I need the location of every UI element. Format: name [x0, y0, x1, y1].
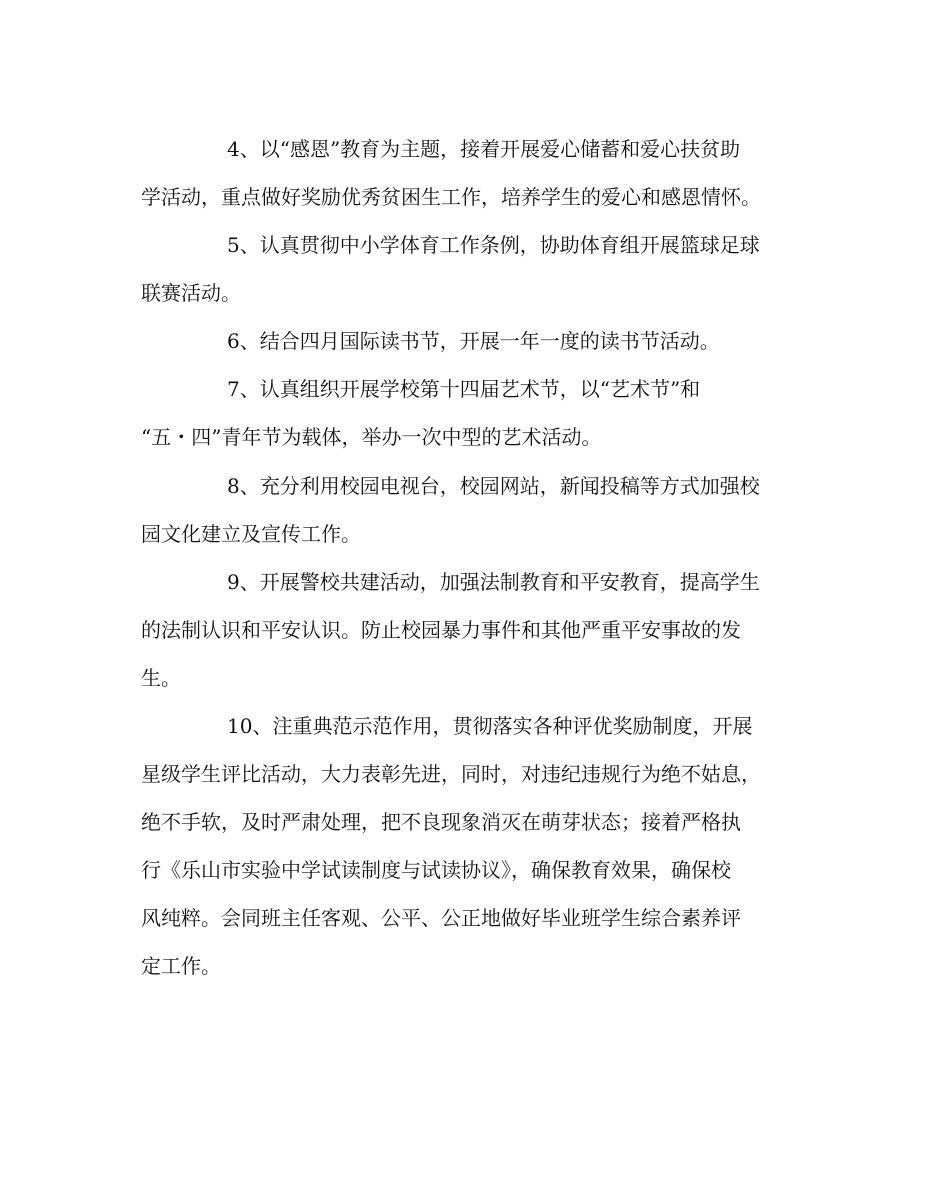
paragraph-6-line-1: 6、结合四月国际读书节，开展一年一度的读书节活动。 — [227, 329, 720, 353]
paragraph-10-line-3: 绝不手软，及时严肃处理，把不良现象消灭在萌芽状态；接着严格执 — [141, 810, 741, 834]
paragraph-4-line-1: 4、以“感恩”教育为主题，接着开展爱心储蓄和爱心扶贫助 — [227, 137, 741, 161]
paragraph-8-line-1: 8、充分利用校园电视台，校园网站，新闻投稿等方式加强校 — [227, 474, 760, 498]
paragraph-10-line-1: 10、注重典范示范作用，贯彻落实各种评优奖励制度，开展 — [227, 714, 753, 738]
paragraph-7-line-2: “五・四”青年节为载体，举办一次中型的艺术活动。 — [141, 425, 602, 449]
paragraph-7-line-1: 7、认真组织开展学校第十四届艺术节，以“艺术节”和 — [227, 377, 701, 401]
paragraph-9-line-3: 生。 — [141, 666, 181, 690]
paragraph-10-line-4: 行《乐山市实验中学试读制度与试读协议》，确保教育效果，确保校 — [141, 858, 731, 882]
paragraph-8-line-2: 园文化建立及宣传工作。 — [141, 522, 361, 546]
paragraph-10-line-6: 定工作。 — [141, 954, 221, 978]
paragraph-9-line-1: 9、开展警校共建活动，加强法制教育和平安教育，提高学生 — [227, 570, 760, 594]
paragraph-10-line-2: 星级学生评比活动，大力表彰先进，同时，对违纪违规行为绝不姑息， — [141, 762, 761, 786]
paragraph-4-line-2: 学活动，重点做好奖励优秀贫困生工作，培养学生的爱心和感恩情怀。 — [141, 185, 761, 209]
paragraph-9-line-2: 的法制认识和平安认识。防止校园暴力事件和其他严重平安事故的发 — [141, 618, 741, 642]
paragraph-5-line-1: 5、认真贯彻中小学体育工作条例，协助体育组开展篮球足球 — [227, 233, 760, 257]
paragraph-5-line-2: 联赛活动。 — [141, 281, 241, 305]
paragraph-10-line-5: 风纯粹。会同班主任客观、公平、公正地做好毕业班学生综合素养评 — [141, 906, 741, 930]
